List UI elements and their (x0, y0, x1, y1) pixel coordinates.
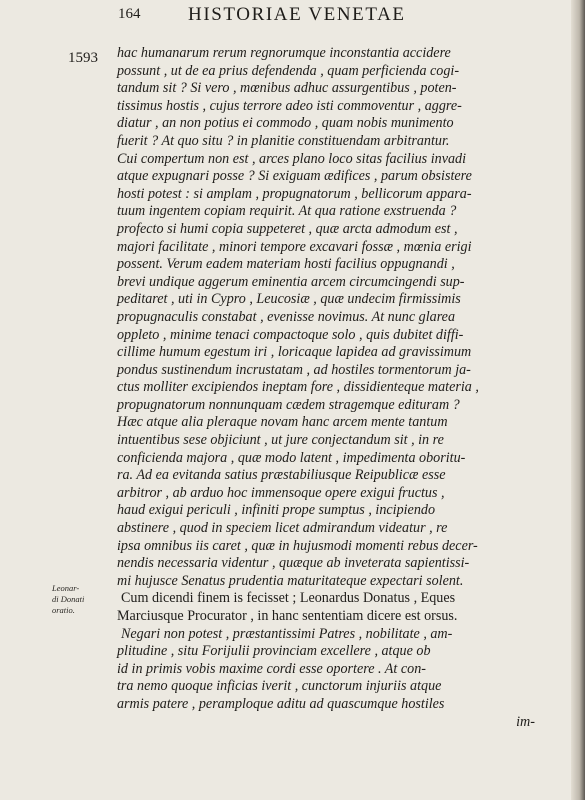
text-line: tra nemo quoque inficias iverit , cunctorum injuriis atque (117, 678, 442, 695)
text-line: armis patere , peramploque aditu ad quascumque hostiles (117, 695, 445, 712)
text-line: id in primis vobis maxime cordi esse oportere . At con- (117, 660, 426, 677)
text-line: diatur , an non potius ei commodo , quam nobis munimento (117, 115, 454, 132)
text-line: propugnatorum nonnunquam cædem stragemque edituram ? (117, 396, 460, 413)
text-line: arbitror , ab arduo hoc immensoque opere exigui fructus , (117, 484, 445, 501)
text-line: abstinere , quod in speciem licet admirandum videatur , re (117, 520, 448, 537)
text-line: atque expugnari posse ? Si exiguam ædifices , parum obsistere (117, 168, 472, 185)
text-line: tuum ingentem copiam requirit. At qua ratione exstruenda ? (117, 203, 457, 220)
text-line: propugnaculis constabat , evenisse novimus. At nunc glarea (117, 308, 456, 325)
text-line: Marciusque Procurator , in hanc sententiam dicere est orsus. (117, 608, 458, 624)
text-line: Negari non potest , præstantissimi Patres , nobilitate , am- (120, 625, 453, 642)
text-line: im- (516, 713, 535, 730)
text-line: haud exigui periculi , infiniti prope sumptus , incipiendo (117, 502, 436, 519)
text-line: cillime humum egestum iri , loricaque lapidea ad gravissimum (117, 344, 472, 361)
text-line: tandum sit ? Si vero , mœnibus adhuc assurgentibus , poten- (117, 80, 457, 97)
text-line: intuentibus sese objiciunt , ut jure conjectandum sit , in re (117, 432, 444, 449)
text-line: possent. Verum eadem materiam hosti facilius oppugnandi , (117, 256, 455, 273)
text-line: brevi undique aggerum eminentia arcem circumcingendi sup- (117, 273, 465, 290)
text-line: ipsa omnibus iis caret , quæ in hujusmodi momenti rebus decer- (117, 537, 478, 554)
text-line: profecto si humi copia suppeteret , quæ arcta admodum est , (117, 220, 458, 237)
text-line: tissimus hostis , cujus terrore adeo isti commoventur , aggre- (117, 97, 462, 114)
margin-note-line: di Donati (52, 594, 85, 604)
text-line: pondus sustinendum incrustatam , ad hostiles tormentorum ja- (117, 361, 471, 378)
text-line: hosti potest : si amplam , propugnatorum , bellicorum appara- (117, 185, 472, 202)
text-line: ra. Ad ea evitanda satius præstabiliusque Reipublicæ esse (117, 467, 446, 484)
text-line: fuerit ? At quo situ ? in planitie constituendam arbitrantur. (117, 132, 450, 149)
page-edge (571, 0, 585, 800)
text-line: mi hujusce Senatus prudentia maturitateque expectari solent. (117, 572, 464, 589)
text-line: plitudine , situ Forijulii provinciam excellere , atque ob (117, 643, 431, 660)
text-line: ctus molliter excipiendos ineptam fore , dissidienteque materia , (117, 379, 479, 396)
margin-note-line: oratio. (52, 605, 75, 615)
text-line: Hæc atque alia pleraque novam hanc arcem mente tantum (117, 414, 448, 431)
text-line: majori facilitate , minori tempore excavari fossæ , mœnia erigi (117, 238, 472, 255)
page-header (118, 6, 558, 28)
text-line: nendis necessaria videntur , quæque ab inveterata sapientissi- (117, 555, 470, 572)
page-number: 164 (118, 6, 141, 22)
text-line: hac humanarum rerum regnorumque inconstantia accidere (117, 45, 451, 61)
margin-note-line: Leonar- (52, 583, 80, 593)
text-line: Cum dicendi finem is fecisset ; Leonardus Donatus , Eques (120, 590, 456, 607)
text-line: conficienda majora , quæ modo latent , impedimenta oboritu- (117, 449, 466, 466)
margin-year: 1593 (68, 50, 98, 66)
text-line: peditaret , uti in Cypro , Leucosiæ , quæ undecim firmissimis (117, 291, 461, 308)
running-title: HISTORIAE VENETAE (188, 4, 406, 25)
body-text (117, 45, 557, 731)
text-line: possunt , ut de ea prius defendenda , quam perficienda cogi- (117, 62, 460, 79)
margin-note (52, 583, 112, 616)
text-line: oppleto , minime tenaci compactoque solo , quis dubitet diffi- (117, 326, 464, 343)
text-line: Cui compertum non est , arces plano loco sitas facilius invadi (117, 150, 467, 167)
